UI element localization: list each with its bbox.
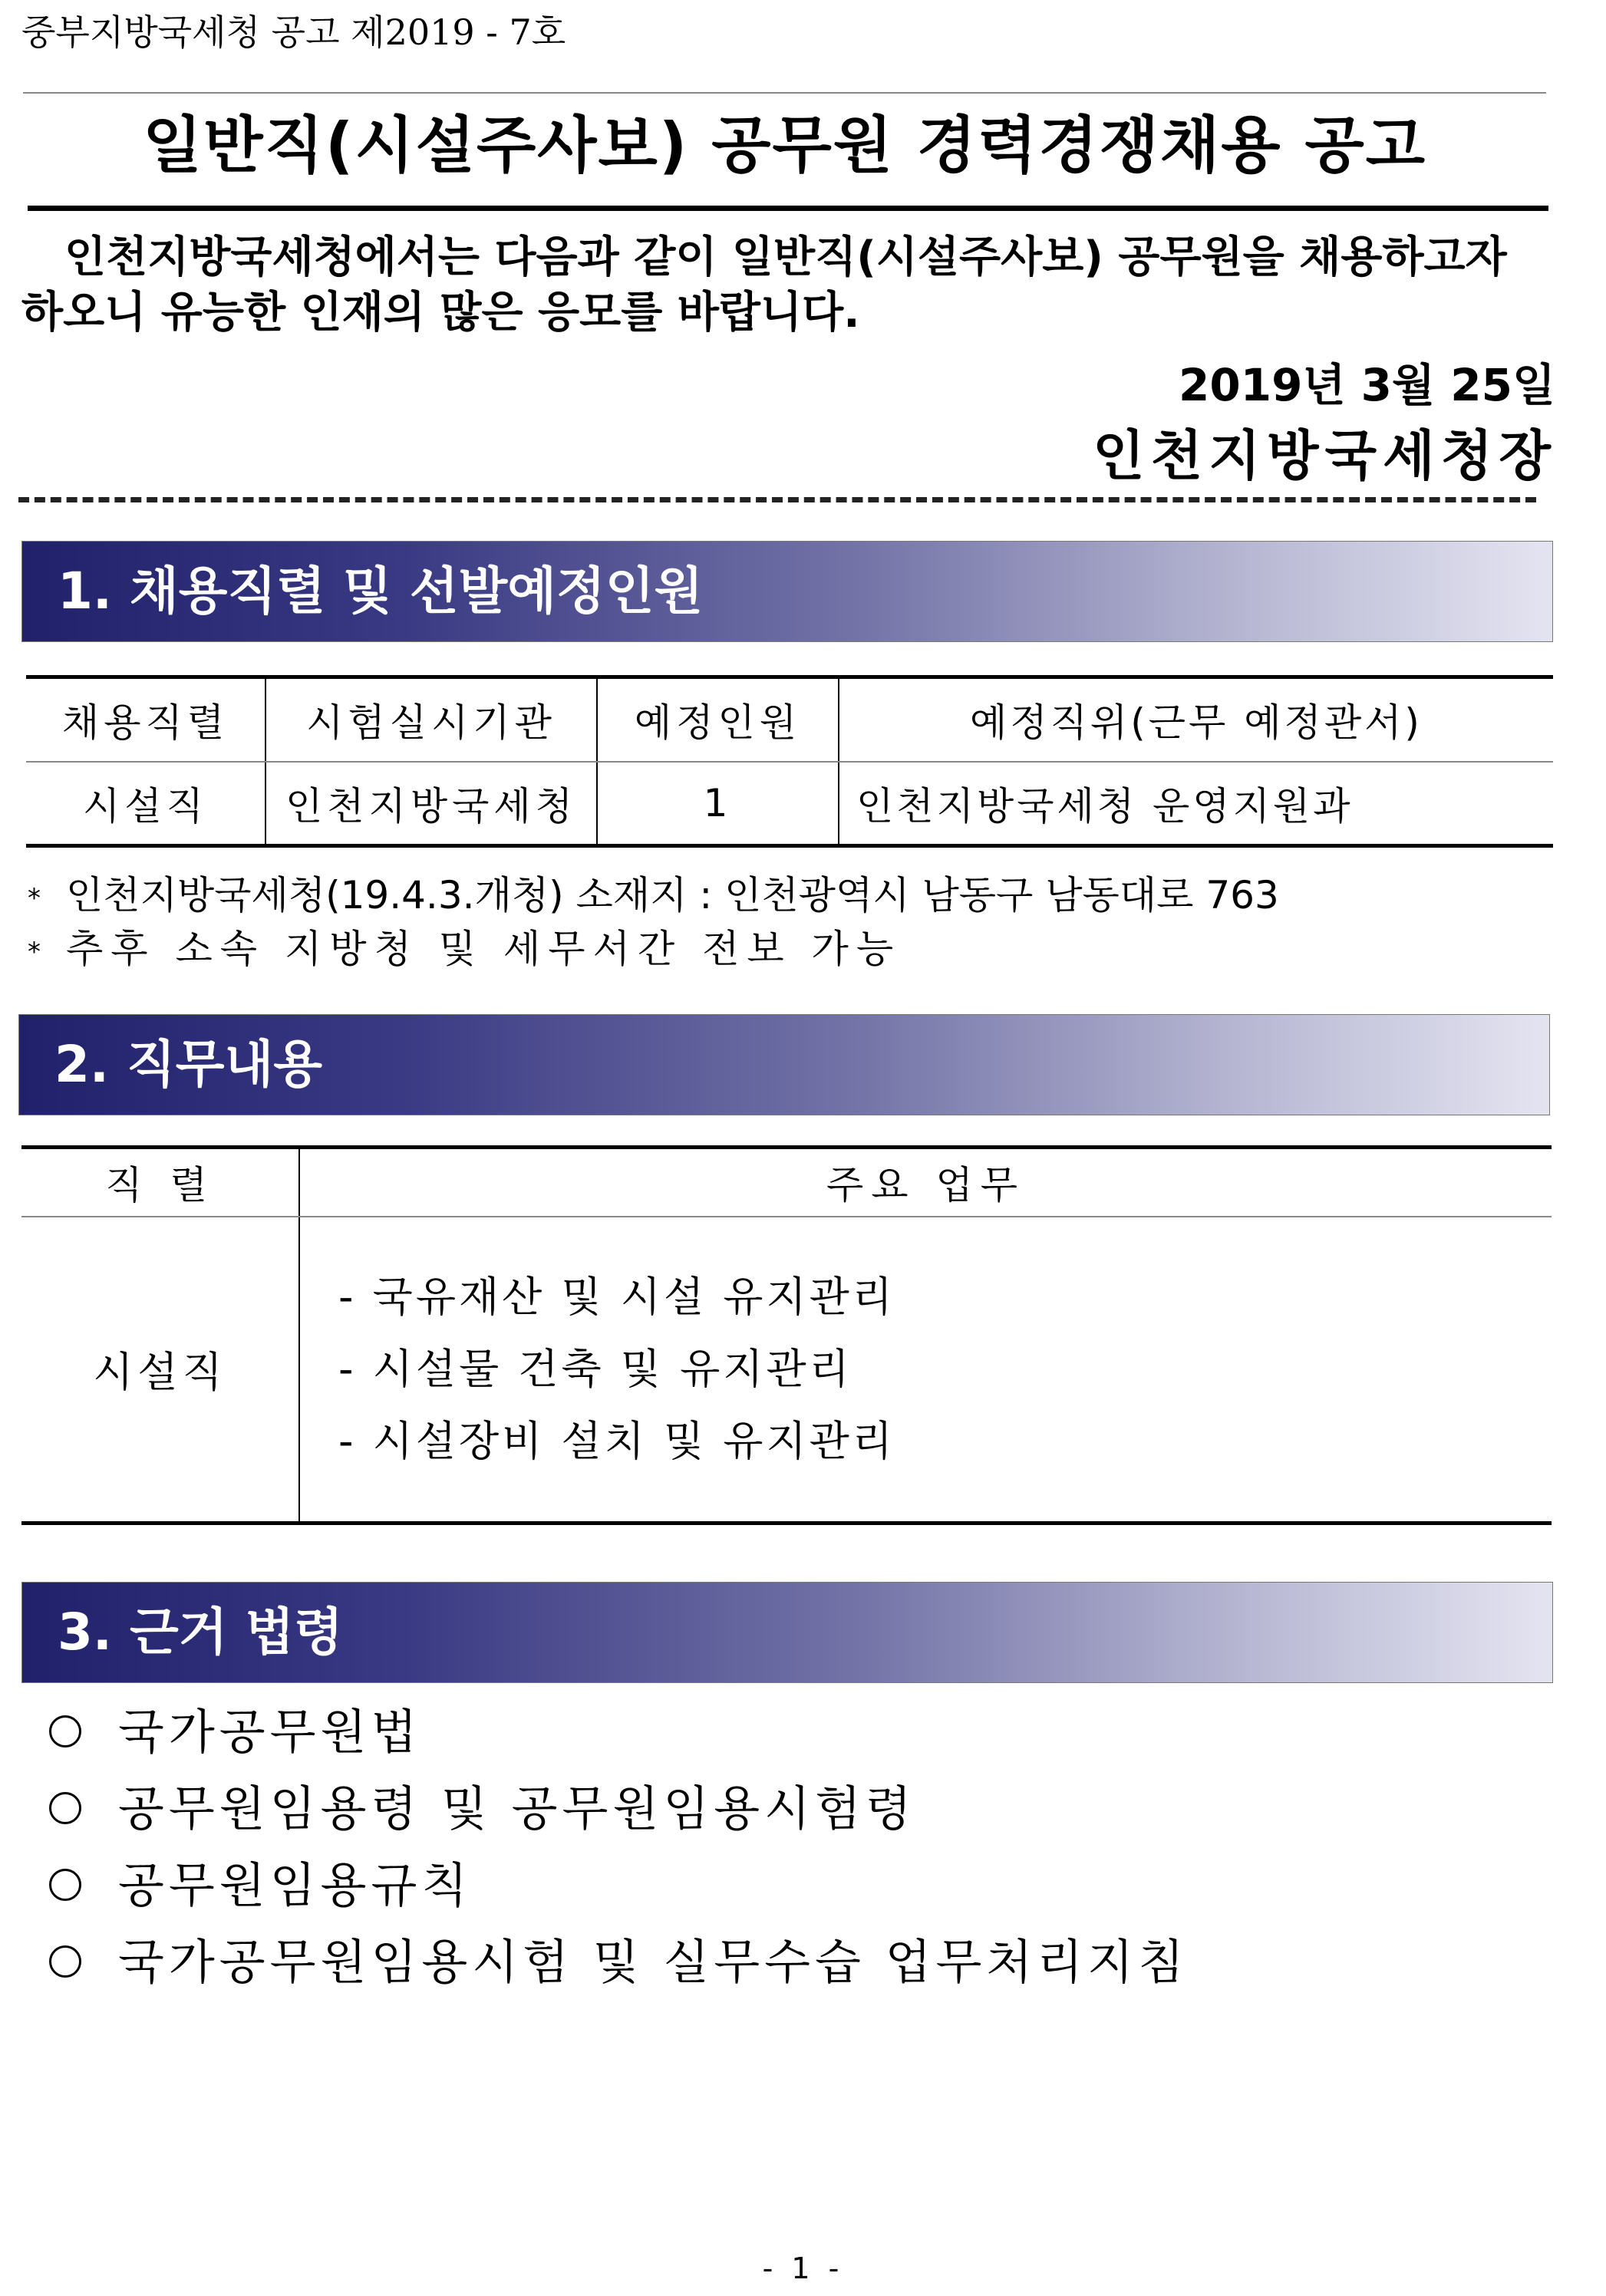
table-cell: 인천지방국세청 운영지원과 [856, 783, 1354, 828]
section2-banner [18, 1014, 1550, 1115]
duty-item: - 시설장비 설치 및 유지관리 [338, 1416, 895, 1465]
circle-bullet-icon [49, 1715, 81, 1748]
law-text: 국가공무원법 [118, 1704, 422, 1760]
table-cell: 시설직 [21, 1217, 299, 1524]
duties-cell [299, 1217, 1552, 1524]
law-text: 국가공무원임용시험 및 실무수습 업무처리지침 [118, 1934, 1189, 1990]
section3-heading: 3. 근거 법령 [58, 1603, 343, 1662]
table-header-cell: 시험실시기관 [265, 677, 597, 762]
circle-bullet-icon [49, 1945, 81, 1978]
intro-text: 인천지방국세청에서는 다음과 같이 일반직(시설주사보) 공무원을 채용하고자 하오니 유능한 인재의 많은 응모를 바랍니다. [21, 232, 1507, 338]
table-header-cell: 예정직위(근무 예정관서) [839, 677, 1553, 762]
duty-item: - 시설물 건축 및 유지관리 [338, 1344, 852, 1393]
note-item [28, 922, 901, 979]
page-number: - 1 - [762, 2252, 844, 2285]
table-cell: 시설직 [26, 762, 265, 846]
section2-heading: 2. 직무내용 [54, 1035, 322, 1094]
note-item [28, 868, 1279, 925]
recruitment-table [26, 675, 1553, 848]
title-underline [28, 206, 1548, 211]
document-title: 일반직(시설주사보) 공무원 경력경쟁채용 공고 [143, 110, 1426, 181]
table-row [21, 1217, 1552, 1524]
signer: 인천지방국세청장 [1093, 424, 1557, 487]
announcement-date: 2019년 3월 25일 [1179, 359, 1555, 411]
table-cell: 1 [597, 762, 839, 846]
section3-banner [21, 1582, 1553, 1683]
table-cell: 인천지방국세청 [265, 762, 597, 846]
duty-item: - 국유재산 및 시설 유지관리 [338, 1272, 895, 1321]
note-text: 추후 소속 지방청 및 세무서간 전보 가능 [66, 927, 902, 971]
note-text: 인천지방국세청(19.4.3.개청) 소재지 : 인천광역시 남동구 남동대로 763 [66, 873, 1279, 917]
table-header-row [21, 1148, 1552, 1217]
header-divider [23, 92, 1546, 94]
law-item [49, 1771, 916, 1847]
table-header-row [26, 677, 1553, 762]
section1-banner [21, 541, 1553, 642]
intro-paragraph [21, 230, 1556, 341]
circle-bullet-icon [49, 1792, 81, 1824]
table-row [26, 762, 1553, 846]
law-text: 공무원임용규칙 [118, 1857, 473, 1913]
law-item [49, 1924, 1189, 2001]
circle-bullet-icon [49, 1869, 81, 1901]
note-marker: * [28, 936, 41, 967]
dashed-divider [18, 497, 1536, 502]
table-header-cell: 주요 업무 [299, 1148, 1552, 1217]
table-header-cell: 직 렬 [21, 1148, 299, 1217]
section1-heading: 1. 채용직렬 및 선발예정인원 [58, 562, 704, 621]
table-header-cell: 채용직렬 [26, 677, 265, 762]
law-item [49, 1694, 421, 1771]
law-text: 공무원임용령 및 공무원임용시험령 [118, 1780, 916, 1836]
table-header-cell: 예정인원 [597, 677, 839, 762]
duties-table [21, 1145, 1552, 1525]
notice-number: 중부지방국세청 공고 제2019 - 7호 [21, 12, 566, 53]
note-marker: * [28, 882, 41, 914]
law-item [49, 1847, 472, 1924]
